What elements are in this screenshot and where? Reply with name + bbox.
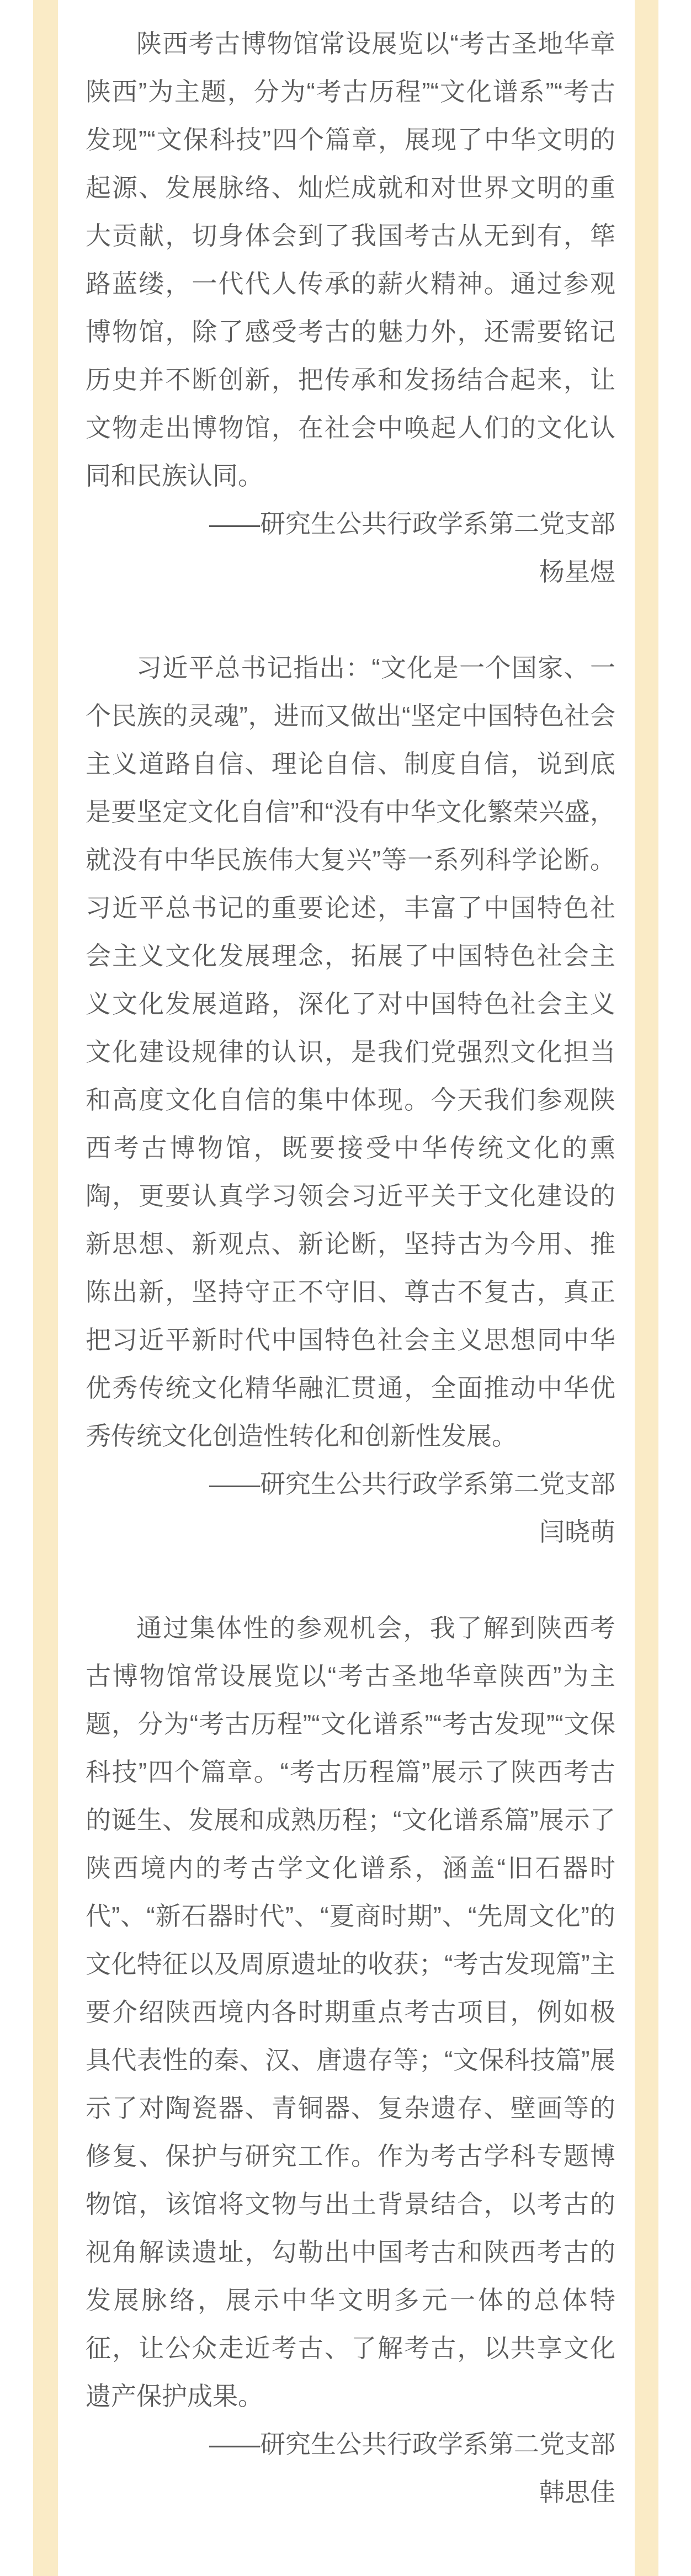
reflection-entry [86, 1604, 615, 2516]
reflection-paragraph: 通过集体性的参观机会，我了解到陕西考古博物馆常设展览以“考古圣地华章陕西”为主题，分为“考古历程”“文化谱系”“考古发现”“文保科技”四个篇章。“考古历程篇”展示了陕西考古的诞生、发展和成熟历程；“文化谱系篇”展示了陕西境内的考古学文化谱系，涵盖“旧石器时代”、“新石器时代”、“夏商时期”、“先周文化”的文化特征以及周原遗址的收获；“考古发现篇”主要介绍陕西境内各时期重点考古项目，例如极具代表性的秦、汉、唐遗存等；“文保科技篇”展示了对陶瓷器、青铜器、复杂遗存、壁画等的修复、保护与研究工作。作为考古学科专题博物馆，该馆将文物与出土背景结合，以考古的视角解读遗址，勾勒出中国考古和陕西考古的发展脉络，展示中华文明多元一体的总体特征，让公众走近考古、了解考古，以共享文化遗产保护成果。 [86, 1614, 615, 2410]
right-decor-band [635, 0, 658, 2576]
reflection-entry [86, 20, 615, 596]
reflection-paragraph: 习近平总书记指出：“文化是一个国家、一个民族的灵魂”，进而又做出“坚定中国特色社会主义道路自信、理论自信、制度自信，说到底是要坚定文化自信”和“没有中华文化繁荣兴盛，就没有中华民族伟大复兴”等一系列科学论断。习近平总书记的重要论述，丰富了中国特色社会主义文化发展理念，拓展了中国特色社会主义文化发展道路，深化了对中国特色社会主义文化建设规律的认识，是我们党强烈文化担当和高度文化自信的集中体现。今天我们参观陕西考古博物馆，既要接受中华传统文化的熏陶，更要认真学习领会习近平关于文化建设的新思想、新观点、新论断，坚持古为今用、推陈出新，坚持守正不守旧、尊古不复古，真正把习近平新时代中国特色社会主义思想同中华优秀传统文化精华融汇贯通，全面推动中华优秀传统文化创造性转化和创新性发展。 [86, 653, 615, 1450]
reflection-entry [86, 644, 615, 1556]
attribution-line: ——研究生公共行政学系第二党支部 [209, 2430, 615, 2458]
attribution-line: ——研究生公共行政学系第二党支部 [209, 1470, 615, 1498]
author-name: 闫晓萌 [539, 1518, 615, 1546]
attribution-line: ——研究生公共行政学系第二党支部 [209, 509, 615, 538]
author-name: 杨星煜 [539, 557, 615, 586]
article-body [86, 20, 615, 2516]
left-decor-band [33, 0, 58, 2576]
author-name: 韩思佳 [539, 2478, 615, 2506]
reflection-paragraph: 陕西考古博物馆常设展览以“考古圣地华章陕西”为主题，分为“考古历程”“文化谱系”“考古发现”“文保科技”四个篇章，展现了中华文明的起源、发展脉络、灿烂成就和对世界文明的重大贡献，切身体会到了我国考古从无到有，筚路蓝缕，一代代人传承的薪火精神。通过参观博物馆，除了感受考古的魅力外，还需要铭记历史并不断创新，把传承和发扬结合起来，让文物走出博物馆，在社会中唤起人们的文化认同和民族认同。 [86, 29, 615, 490]
